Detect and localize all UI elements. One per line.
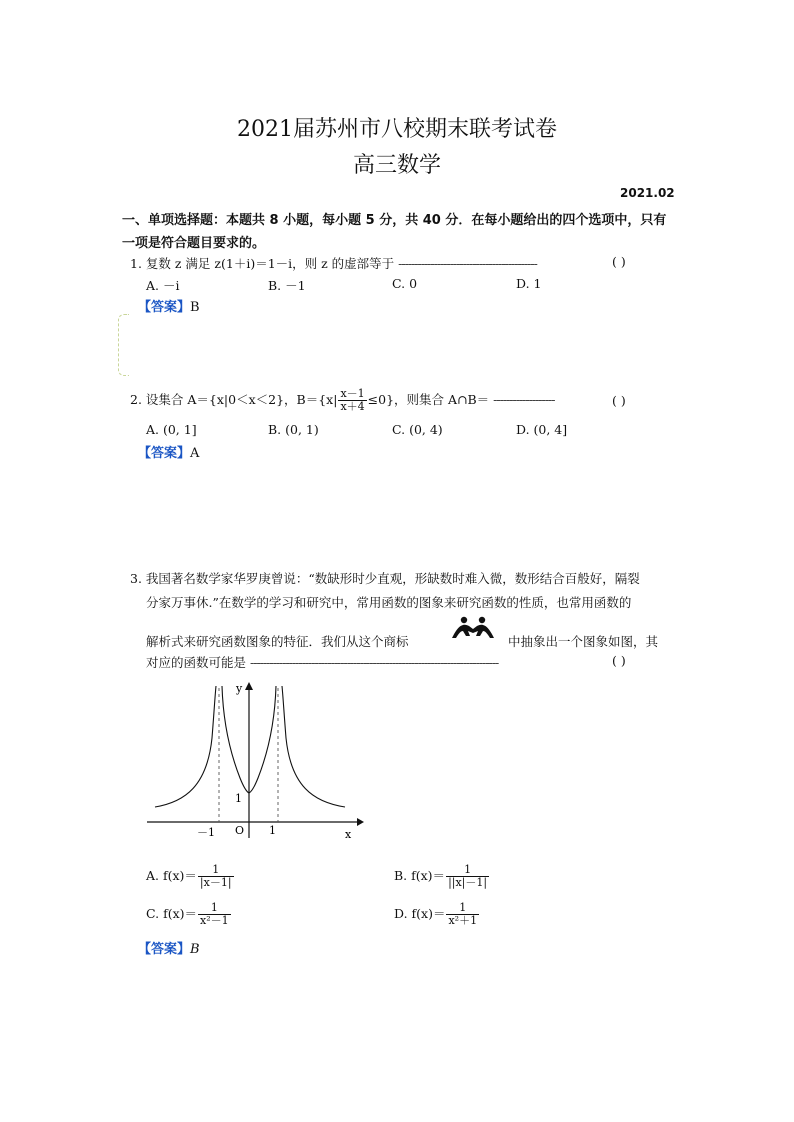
question-2-option-b: B. (0, 1) (268, 422, 319, 437)
kappa-logo-icon (450, 616, 496, 640)
question-2-fraction (338, 388, 366, 413)
question-1-option-b: B. －1 (268, 278, 306, 293)
question-2-answer (138, 442, 199, 461)
question-3-line-3-pre: 解析式来研究函数图象的特征．我们从这个商标 (146, 634, 409, 649)
function-graph (145, 678, 365, 847)
question-3-line-4 (146, 653, 498, 671)
curve-right-outer (282, 686, 345, 807)
question-2-option-a: A. (0, 1] (146, 422, 197, 437)
answer-tag: 【答案】 (138, 446, 191, 461)
question-1-paren: ( ) (612, 254, 626, 269)
y-axis-label: y (236, 682, 243, 695)
option-label: A. f(x)＝ (146, 868, 197, 883)
question-3-text: 对应的函数可能是 (146, 655, 247, 670)
question-1-option-c: C. 0 (392, 276, 418, 291)
question-2-text-post: ≤0}，则集合 A∩B＝ (367, 392, 490, 407)
option-fraction (446, 864, 489, 889)
answer-tag: 【答案】 (138, 942, 191, 957)
question-1-text: 1. 复数 z 满足 z(1＋i)＝1－i，则 z 的虚部等于 (130, 256, 395, 271)
fraction-denominator: x＋4 (340, 400, 365, 413)
question-3-option-d (394, 902, 480, 927)
section-heading: 一、单项选择题：本题共 8 小题，每小题 5 分，共 40 分．在每小题给出的四个选项中，只有一项是符合题目要求的。 (122, 213, 667, 251)
x-tick-one: 1 (269, 824, 276, 837)
curve-left-outer (155, 686, 216, 807)
fraction-denominator: x²－1 (200, 914, 229, 927)
question-1-option-a: A. －i (146, 278, 180, 293)
question-1-answer (138, 296, 200, 315)
question-2-stem (130, 388, 554, 413)
exam-subtitle: 高三数学 (352, 153, 441, 178)
question-3-paren: ( ) (612, 653, 626, 668)
question-2-dashes: ------------------- (493, 392, 555, 407)
question-2-paren: ( ) (612, 393, 626, 408)
question-3-answer (138, 938, 200, 957)
question-3-line-3-post: 中抽象出一个图象如图，其 (508, 634, 659, 649)
answer-tag: 【答案】 (138, 300, 191, 315)
answer-value: B (190, 300, 200, 315)
question-1-dashes: ------------------------------------------- (398, 256, 537, 271)
question-3-line-2: 分家万事休.”在数学的学习和研究中，常用函数的图象来研究函数的性质，也常用函数的 (146, 595, 632, 610)
question-2-option-d: D. (0, 4] (516, 422, 568, 437)
fraction-numerator: 1 (198, 902, 231, 915)
y-axis-arrow (245, 682, 253, 690)
answer-value: A (190, 446, 200, 461)
fraction-denominator: |x－1| (199, 876, 232, 889)
option-label: D. f(x)＝ (394, 906, 446, 921)
fraction-denominator: ||x|－1| (448, 876, 488, 889)
answer-value: B (190, 942, 200, 957)
y-tick-one: 1 (235, 792, 242, 805)
x-axis-arrow (357, 818, 364, 826)
question-2-text: 2. 设集合 A＝{x|0＜x＜2}，B＝{x| (130, 392, 338, 407)
origin-label: O (235, 824, 245, 837)
fraction-numerator: 1 (446, 864, 489, 877)
question-1-stem (130, 254, 537, 272)
fraction-numerator: 1 (446, 902, 479, 915)
question-3-dashes: ----------------------------------------------------------------------------- (250, 655, 499, 670)
x-tick-neg-one: －1 (197, 826, 215, 839)
question-2-option-c: C. (0, 4) (392, 422, 443, 437)
question-3-option-c (146, 902, 232, 927)
margin-bracket-decoration (118, 314, 129, 376)
option-label: C. f(x)＝ (146, 906, 197, 921)
option-fraction (198, 902, 231, 927)
question-3-option-a (146, 864, 235, 889)
fraction-numerator: 1 (198, 864, 234, 877)
option-fraction (446, 902, 479, 927)
exam-title: 2021届苏州市八校期末联考试卷 (237, 117, 557, 142)
x-axis-label: x (345, 828, 352, 841)
option-fraction (198, 864, 234, 889)
fraction-denominator: x²＋1 (448, 914, 478, 927)
fraction-numerator: x－1 (340, 387, 365, 400)
question-3-option-b (394, 864, 490, 889)
option-label: B. f(x)＝ (394, 868, 446, 883)
exam-date: 2021.02 (620, 186, 675, 200)
question-1-option-d: D. 1 (516, 276, 542, 291)
question-3-line-1: 3. 我国著名数学家华罗庚曾说：“数缺形时少直观，形缺数时难入微，数形结合百般好，隔裂 (130, 571, 640, 586)
